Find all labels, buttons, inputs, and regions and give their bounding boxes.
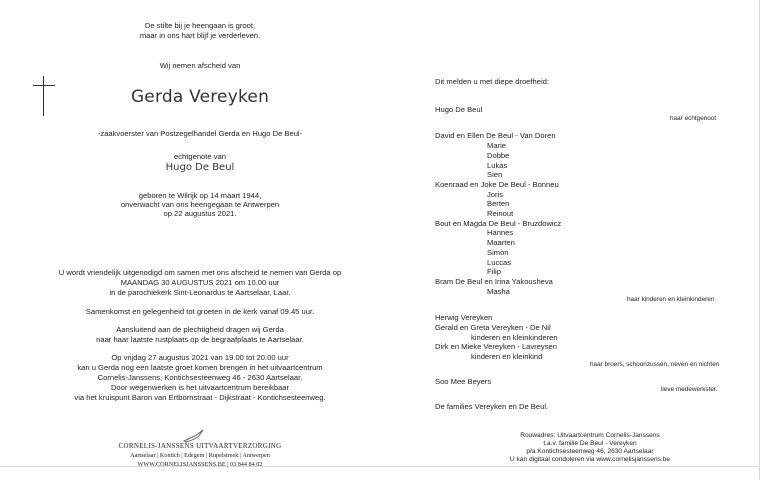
funeral-home-logo	[118, 430, 282, 469]
siblings-role: haar broers, schoonzussen, neven en nichten	[590, 361, 720, 368]
page-edge-bottom	[0, 466, 760, 467]
address-line-2: t.a.v. familie De Beul - Vereyken	[543, 440, 637, 447]
grandchild: Reinout	[487, 209, 514, 218]
grandchild: Marie	[487, 141, 506, 150]
occupation: -zaakvoerster van Postzegelhandel Gerda en Hugo De Beul-	[97, 129, 303, 138]
family-3: Bout en Magda De Beul - Bruzdowicz	[435, 219, 562, 228]
invitation-line-3: in de parochiekerk Sint-Leonardus te Aartselaar, Laar.	[109, 288, 291, 297]
page-edge-right	[759, 0, 760, 480]
grandchild: Sien	[487, 170, 503, 179]
spouse-name: Hugo De Beul	[165, 162, 235, 173]
grandchild: Masha	[487, 287, 510, 296]
husband-role: haar echtgenoot	[670, 115, 717, 122]
sibling-3: Dirk en Mieke Vereyken - Lavreysen	[435, 342, 557, 351]
grandchild: Lukas	[487, 161, 508, 170]
quote-line-2: maar in ons hart blijf je verderleven.	[139, 31, 261, 40]
intro-text: Wij nemen afscheid van	[159, 61, 241, 70]
burial-line-2: naar haar laatste rustplaats op de begraafplaats te Aartselaar.	[96, 335, 304, 344]
family-1: David en Ellen De Beul - Van Doren	[435, 131, 556, 140]
announcement-heading: Dit melden u met diepe droefheid:	[435, 77, 549, 86]
deceased-name: Gerda Vereyken	[130, 87, 270, 107]
grandchild: Simon	[487, 248, 509, 257]
visit-line-2: kan u Gerda nog een laatste groet komen brengen in het uitvaartcentrum	[77, 363, 323, 372]
family-2: Koenraad en Joke De Beul - Bonneu	[435, 180, 559, 189]
burial-line-1: Aansluitend aan de plechtigheid dragen wij Gerda	[116, 325, 284, 334]
grandchild: Maarten	[487, 238, 515, 247]
family-4: Bram De Beul en Irina Yakousheva	[435, 277, 553, 286]
grandchild: Luccas	[487, 258, 512, 267]
husband-name: Hugo De Beul	[435, 105, 483, 114]
born-line-3: op 22 augustus 2021.	[163, 209, 237, 218]
grandchild: Berten	[487, 199, 510, 208]
grandchild: Joris	[487, 190, 504, 199]
sibling-3-kids: kinderen en kleinkind	[471, 352, 543, 361]
spouse-label: echtgenote van	[174, 152, 226, 161]
born-line-1: geboren te Wilrijk op 14 maart 1944,	[138, 191, 262, 200]
address-line-1: Rouwadres: Uitvaartcentrum Cornelis-Janssens	[520, 432, 660, 439]
sibling-1: Herwig Vereyken	[435, 313, 493, 322]
born-line-2: onverwacht van ons heengegaan te Antwerpen	[120, 200, 280, 209]
families-line: De families Vereyken en De Beul.	[435, 402, 549, 411]
sibling-2: Gerald en Greta Vereyken - De Nil	[435, 323, 551, 332]
grandchild: Filip	[487, 267, 501, 276]
sibling-2-kids: kinderen en kleinkinderen	[471, 333, 558, 342]
grandchild: Hannes	[487, 228, 514, 237]
visit-line-5: via het kruispunt Baron van Ertbornstraat - Dijkstraat - Kontichsesteenweg.	[74, 393, 326, 402]
invitation-line-1: U wordt vriendelijk uitgenodigd om samen met ons afscheid te nemen van Gerda op	[58, 268, 342, 277]
children-role: haar kinderen en kleinkinderen	[627, 296, 715, 303]
gathering-text: Samenkomst en gelegenheid tot groeten in de kerk vanaf 09.45 uur.	[85, 307, 315, 316]
cross-icon	[33, 76, 55, 116]
coworker-role: lieve medewerkster.	[661, 386, 718, 393]
visit-line-4: Door wegenwerken is het uitvaartcentrum bereikbaar	[110, 383, 290, 392]
address-line-3: p/a Kontichsesteenweg 46, 2630 Aartselaar	[526, 448, 654, 455]
visit-line-1: Op vrijdag 27 augustus 2021 van 19.00 tot 20.00 uur	[111, 353, 289, 362]
logo-contact: WWW.CORNELISJANSSENS.BE | 03 844 84 02	[137, 461, 263, 468]
grandchild: Dobbe	[487, 151, 510, 160]
address-line-4: U kan digitaal condoleren via www.cornelisjanssens.be	[509, 456, 671, 463]
logo-locations: Aartselaar | Kontich | Edegem | Rupelstreek | Antwerpen	[130, 452, 270, 459]
logo-name: CORNELIS-JANSSENS UITVAARTVERZORGING	[118, 442, 282, 450]
visit-line-3: Cornelis-Janssens, Kontichsesteenweg 46 - 2630 Aartselaar.	[97, 373, 303, 382]
quote-line-1: De stilte bij je heengaan is groot,	[144, 21, 256, 30]
coworker-name: Soo Mee Beyers	[435, 377, 492, 386]
invitation-line-2: MAANDAG 30 AUGUSTUS 2021 om 10.00 uur	[120, 278, 280, 287]
